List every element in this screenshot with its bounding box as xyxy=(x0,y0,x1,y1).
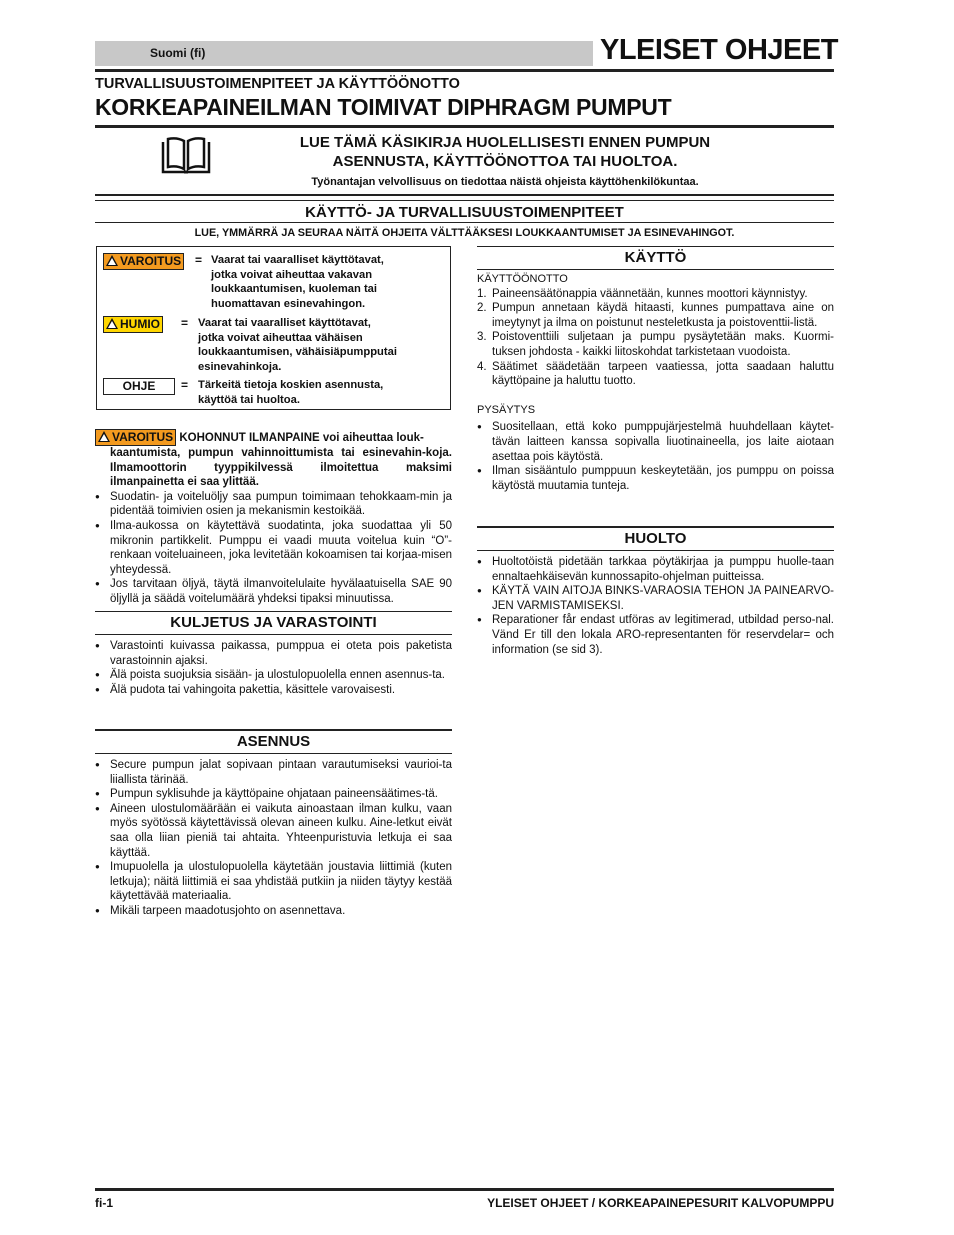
maintenance-section xyxy=(477,555,834,657)
transport-rule-top xyxy=(95,611,452,612)
read-manual-notice xyxy=(230,133,780,171)
install-rule-bottom xyxy=(95,753,452,754)
document-title: KORKEAPAINEILMAN TOIMIVAT DIPHRAGM PUMPUT xyxy=(95,94,672,120)
list-item: ● Secure pumpun jalat sopivaan pintaan varautumiseksi vaurioi-ta liiallista tärinää. xyxy=(95,758,452,787)
warning-definition: Vaarat tai vaaralliset käyttötavat, jotka voivat aiheuttaa vakavan loukkaantumisen, kuoleman tai huomattavan esinevahingon. xyxy=(211,254,384,310)
header-rule xyxy=(95,69,834,72)
list-item: 3. Poistoventtiili suljetaan ja pumpu pysäytetään maks. Kuormi-tuksen johdosta - kaikki liitoskohdat tarkistetaan vuodoista. xyxy=(477,331,834,358)
list-item: ● Ilman sisääntulo pumppuun keskeytetään, jos pumppu on poissa käytöstä muutamia tunteja. xyxy=(477,464,834,493)
transport-heading: KULJETUS JA VARASTOINTI xyxy=(170,614,377,631)
operation-rule-bottom xyxy=(477,269,834,270)
title-rule xyxy=(95,125,834,128)
equals-sign: = xyxy=(195,253,203,267)
stop-bullets xyxy=(477,420,834,493)
caution-definition: Vaarat tai vaaralliset käyttötavat, jotka voivat aiheuttaa vähäisen loukkaantumisen, vähäisiäpumpputai esinevahinkoja. xyxy=(198,317,397,373)
warning-triangle-icon xyxy=(106,255,118,266)
maintenance-heading: HUOLTO xyxy=(624,530,687,547)
list-item: ● Suositellaan, että koko pumppujärjestelmä huuhdellaan käytet-tävän laitteen kanssa sopivalla liuotinaineella, jos laite aiotaan asettaa pois käytöstä. xyxy=(477,420,834,464)
safety-rule-top xyxy=(95,194,834,196)
startup-steps xyxy=(477,287,834,389)
safety-rule-inner xyxy=(95,200,834,201)
equals-sign: = xyxy=(181,316,189,330)
list-item: ● Älä poista suojuksia sisään- ja ulostulopuolella ennen asennus-ta. xyxy=(95,668,452,683)
list-item: 4. Säätimet säädetään tarpeen vaatiessa, jotta saadaan haluttu käyttöpaine ja haluttu tuotto. xyxy=(477,360,834,388)
warning-bullet-list xyxy=(95,490,452,607)
warning-badge: VAROITUS xyxy=(103,253,184,270)
install-heading: ASENNUS xyxy=(236,733,311,750)
operation-rule-top xyxy=(477,246,834,247)
read-notice-line2: ASENNUSTA, KÄYTTÖÖNOTTOA TAI HUOLTOA. xyxy=(332,153,678,170)
warning-badge: VAROITUS xyxy=(95,429,176,446)
list-item: ● Varastointi kuivassa paikassa, pumppua ei oteta pois paketista varastoinnin ajaksi. xyxy=(95,639,452,668)
list-item: ● Imupuolella ja ulostulopuolella käytetään joustavia liittimiä (kuten letkuja); näitä liittimiä ei saa yhdistää putkiin ja niiden täytyy kestää käytettävää materiaalia. xyxy=(95,860,452,904)
maintenance-rule-bottom xyxy=(477,550,834,551)
warning-body: kaantumista, pumpun vahinnoittumista tai esinevahin-koja. Ilmamoottorin tyyppikilvessä ilmoitettua maksimi ilmanpainetta ei saa ylittää. xyxy=(110,447,452,489)
list-item: ● Huoltotöistä pidetään tarkkaa pöytäkirjaa ja pumppu huolle-taan ennaltaehkäisevän kunnossapito-ohjelman puitteissa. xyxy=(477,555,834,584)
note-badge: OHJE xyxy=(103,378,175,395)
document-subtitle: TURVALLISUUSTOIMENPITEET JA KÄYTTÖÖNOTTO xyxy=(95,76,460,92)
list-item: ● Jos tarvitaan öljyä, täytä ilmanvoitelulaite hyvälaatuisella SAE 90 öljyllä ja säädä voitelumäärä yhdeksi tipaksi minuutissa. xyxy=(95,577,452,606)
safety-subheading: LUE, YMMÄRRÄ JA SEURAA NÄITÄ OHJEITA VÄLTTÄÄKSESI LOUKKAANTUMISET JA ESINEVAHINGOT. xyxy=(194,227,735,239)
footer-title: YLEISET OHJEET / KORKEAPAINEPESURIT KALVOPUMPPU xyxy=(487,1196,834,1210)
equals-sign: = xyxy=(181,378,189,392)
startup-heading: KÄYTTÖÖNOTTO xyxy=(477,273,568,285)
stop-heading: PYSÄYTYS xyxy=(477,403,536,416)
caution-badge: HUMIO xyxy=(103,316,163,333)
safety-rule-bottom xyxy=(95,222,834,223)
read-notice-line1: LUE TÄMÄ KÄSIKIRJA HUOLELLISESTI ENNEN PUMPUN xyxy=(299,134,711,151)
install-section xyxy=(95,758,452,919)
transport-section xyxy=(95,639,452,697)
maintenance-rule-top xyxy=(477,526,834,528)
list-item: ● Ilma-aukossa on käytettävä suodatinta, joka suodattaa yli 50 mikronin partikkelit. Pumppu ei vaadi muuta voitelua kuin “O”-renkaan voiteluaineen, joka levitetään kokoamisen tai korjaa-misen yhteydessä. xyxy=(95,519,452,577)
list-item: 2. Pumpun annetaan käydä hitaasti, kunnes pumpattava aine on imeytynyt ja ilma on poistunut nesteletkusta ja poistoventtii-listä. xyxy=(477,302,834,329)
manual-book-icon xyxy=(160,136,212,178)
footer-rule xyxy=(95,1188,834,1191)
page-title: YLEISET OHJEET xyxy=(600,34,838,66)
list-item: ● Älä pudota tai vahingoita pakettia, käsittele varovaisesti. xyxy=(95,683,452,698)
list-item: 1. Paineensäätönappia väännetään, kunnes moottori käynnistyy. xyxy=(477,287,808,300)
language-label: Suomi (fi) xyxy=(150,46,206,60)
page-number: fi-1 xyxy=(95,1196,113,1210)
caution-triangle-icon xyxy=(106,318,118,329)
operation-section xyxy=(477,272,834,493)
list-item: ● Pumpun syklisuhde ja käyttöpaine ohjataan paineensäätimes-tä. xyxy=(95,787,452,802)
list-item: ● Mikäli tarpeen maadotusjohto on asennettava. xyxy=(95,904,452,919)
warning-triangle-icon xyxy=(98,431,110,442)
note-definition: Tärkeitä tietoja koskien asennusta, käyttöä tai huoltoa. xyxy=(198,379,384,406)
list-item: ● Aineen ulostulomäärään ei vaikuta ainoastaan ilman kulku, vaan myös syötössä käytettävissä olevan aineen kulku. Aine-letkut eivät saa olla liian pieniä tai ahtaita. Yhteenpuristuvia letkuja ei saa käyttää. xyxy=(95,802,452,860)
safety-heading: KÄYTTÖ- JA TURVALLISUUSTOIMENPITEET xyxy=(305,204,624,221)
list-item: ● Reparationer får endast utföras av legitimerad, utbildad perso-nal. Vänd Er till den lokala ARO-representanten för reservdelar= och information (se sid 3). xyxy=(477,613,834,657)
employer-notice: Työnantajan velvollisuus on tiedottaa näistä ohjeista käyttöhenkilökuntaa. xyxy=(311,176,699,188)
hazard-legend-box xyxy=(96,246,451,410)
list-item: ● Suodatin- ja voiteluöljy saa pumpun toimimaan tehokkaam-min ja pidentää toimivien osien ja mekanismin kestoikää. xyxy=(95,490,452,519)
install-rule-top xyxy=(95,729,452,731)
warning-first-line: KOHONNUT ILMANPAINE voi aiheuttaa louk- xyxy=(179,432,424,444)
transport-rule-bottom xyxy=(95,634,452,635)
operation-heading: KÄYTTÖ xyxy=(624,249,687,266)
list-item: ● KÄYTÄ VAIN AITOJA BINKS-VARAOSIA TEHON JA PAINEARVO-JEN VARMISTAMISEKSI. xyxy=(477,584,834,613)
air-pressure-warning xyxy=(95,429,452,607)
